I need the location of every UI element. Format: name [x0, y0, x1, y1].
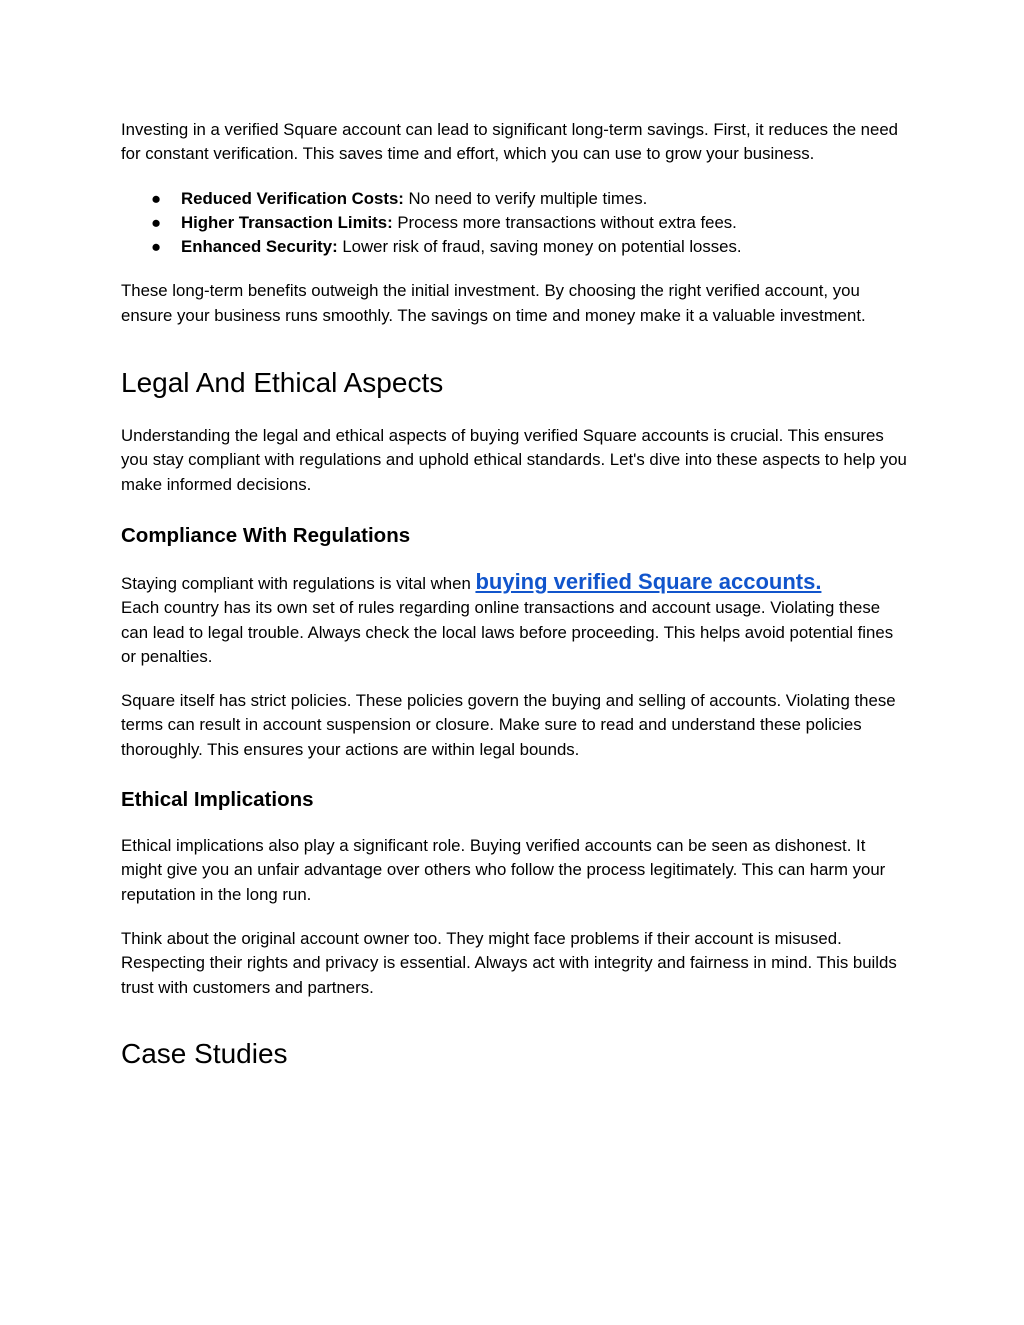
compliance-paragraph [121, 570, 911, 669]
benefits-list [121, 187, 911, 260]
ethical-paragraph: Ethical implications also play a significant role. Buying verified accounts can be seen as dishonest. It might give you an unfair advantage over others who follow the process legitimately. This can harm your reputation in the long run. [121, 836, 886, 904]
case-studies-heading: Case Studies [121, 1037, 288, 1069]
list-item-text: Lower risk of fraud, saving money on potential losses. [337, 237, 742, 257]
account-owner-paragraph: Think about the original account owner too. They might face problems if their account is misused. Respecting their rights and privacy is essential. Always act with integrity and fairness in mind. This builds trust with customers and partners. [121, 928, 897, 997]
ethical-heading: Ethical Implications [121, 788, 314, 812]
document-body [121, 118, 911, 1072]
bullet-icon: ● [151, 237, 162, 257]
list-item [121, 211, 911, 235]
savings-paragraph: Investing in a verified Square account can lead to significant long-term savings. First, it reduces the need for constant verification. This saves time and effort, which you can use to grow your business. [121, 120, 899, 164]
compliance-heading: Compliance With Regulations [121, 523, 411, 547]
list-item-label: Higher Transaction Limits: [181, 212, 393, 232]
bullet-icon: ● [151, 188, 162, 208]
legal-ethical-heading: Legal And Ethical Aspects [121, 367, 444, 399]
compliance-text-after-link: Each country has its own set of rules regarding online transactions and account usage. Violating these can lead to legal trouble. Always check the local laws before proceeding. This helps avoid potential fines or penalties. [121, 598, 894, 666]
list-item [121, 187, 911, 211]
list-item-label: Reduced Verification Costs: [181, 188, 404, 208]
legal-intro-paragraph: Understanding the legal and ethical aspects of buying verified Square accounts is crucial. This ensures you stay compliant with regulations and uphold ethical standards. Let's dive into these aspects to help you make informed decisions. [121, 426, 907, 494]
compliance-text-before-link: Staying compliant with regulations is vital when [121, 573, 476, 593]
list-item-text: No need to verify multiple times. [403, 188, 648, 208]
benefits-summary-paragraph: These long-term benefits outweigh the initial investment. By choosing the right verified account, you ensure your business runs smoothly. The savings on time and money make it a valuable investment. [121, 281, 866, 325]
bullet-icon: ● [151, 212, 162, 232]
list-item-label: Enhanced Security: [181, 237, 338, 257]
square-policies-paragraph: Square itself has strict policies. These policies govern the buying and selling of accounts. Violating these terms can result in account suspension or closure. Make sure to read and understand these policies thoroughly. This ensures your actions are within legal bounds. [121, 691, 896, 759]
buying-accounts-link[interactable]: buying verified Square accounts. [475, 568, 822, 594]
list-item [121, 235, 911, 259]
list-item-text: Process more transactions without extra fees. [392, 212, 737, 232]
